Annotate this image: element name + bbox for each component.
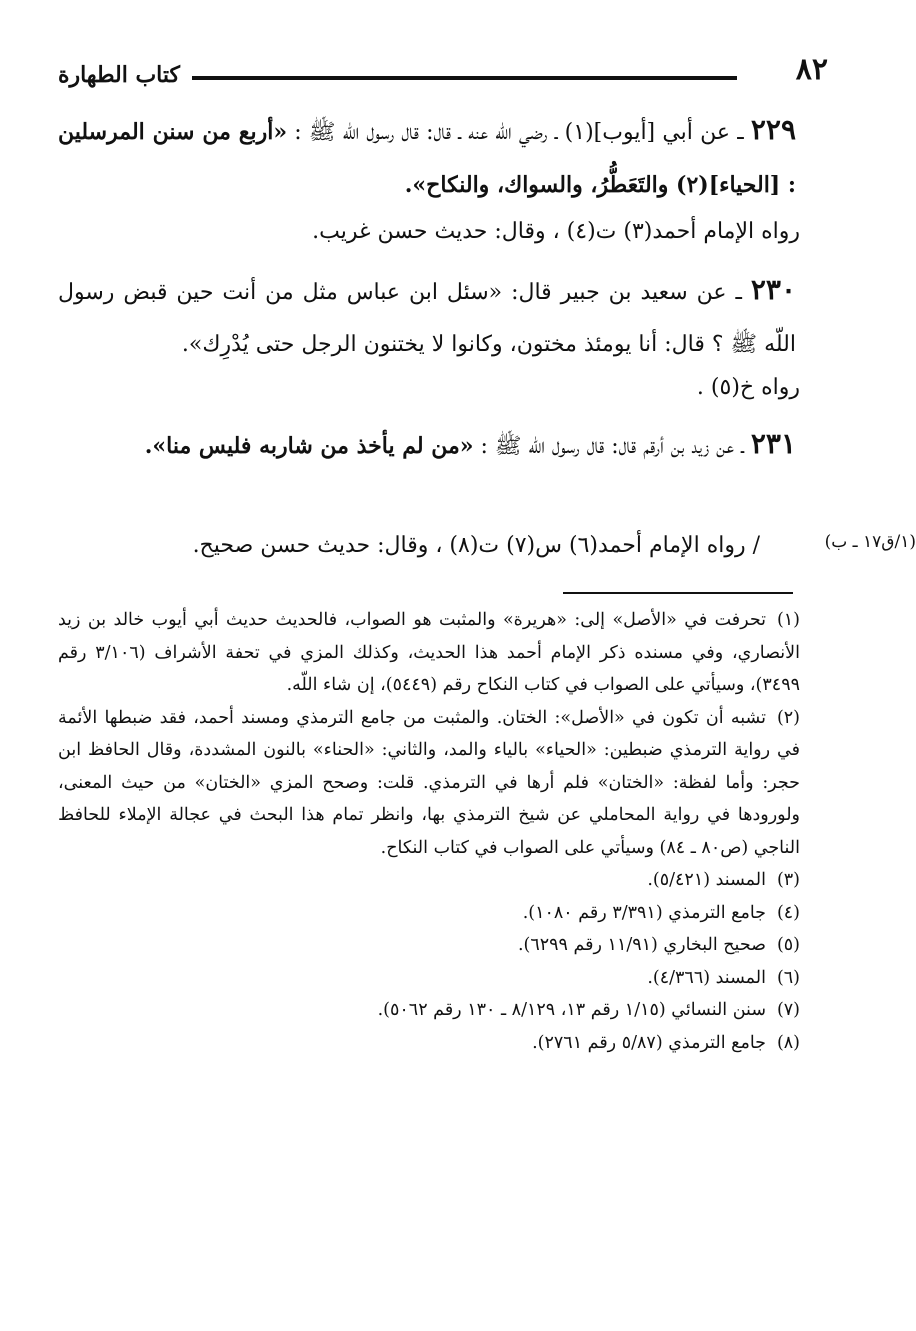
footnote-text: صحيح البخاري (١١/٩١ رقم ٦٢٩٩). — [517, 935, 766, 955]
hadith-intro: ـ عن أبي [أيوب](١) ـ رضي اللّه عنه ـ قال: قال رسول اللّه ﷺ : — [287, 120, 751, 145]
footnote-number: (٢) — [776, 707, 800, 728]
footnote-5 — [58, 929, 800, 962]
hadith-text: «أربع من سنن المرسلين : [الحياء](٢) والتَعَطُّرُ، والسواك، والنكاح». — [58, 119, 796, 198]
footnote-separator — [563, 592, 793, 594]
hadith-229 — [58, 104, 796, 212]
footnote-6 — [58, 962, 800, 995]
hadith-230 — [58, 264, 796, 371]
hadith-231-source: / رواه الإمام أحمد(٦) س(٧) ت(٨) ، وقال: حديث حسن صحيح. — [192, 533, 760, 558]
footnote-text: جامع الترمذي (٣/٣٩١ رقم ١٠٨٠). — [522, 902, 766, 923]
footnote-number: (٤) — [776, 902, 800, 923]
hadith-intro: ـ عن سعيد بن جبير قال: «سئل ابن عباس مثل من أنت حين قبض رسول اللّه ﷺ ؟ قال: أنا يومئذ مختون، وكانوا لا يختنون الرجل حتى يُدْرِك». — [58, 280, 796, 357]
footnotes — [58, 604, 800, 1059]
hadith-230-source: رواه خ(٥) . — [696, 375, 800, 400]
header-rule — [192, 76, 737, 80]
footnote-text: جامع الترمذي (٥/٨٧ رقم ٢٧٦١). — [532, 1032, 766, 1053]
footnote-4 — [58, 897, 800, 930]
footnote-text: تشبه أن تكون في «الأصل»: الختان. والمثبت من جامع الترمذي ومسند أحمد، فقد ضبطها الأئمة في رواية الترمذي ضبطين: «الحياء» بالياء والمد، والثاني: «الحناء» بالنون المشددة، وقال الحافظ ابن حجر: وأما لفظة: «الختان» فلم أرها في الترمذي. قلت: وصحح المزي «الختان» من حيث المعنى، ولورودها في رواية المحاملي عن شيخ الترمذي بها، وانظر تمام هذا البحث في عجالة الإملاء للحافظ الناجي (ص٨٠ ـ ٨٤) وسيأتي على الصواب في كتاب النكاح. — [58, 707, 800, 858]
hadith-number: ٢٢٩ — [750, 113, 796, 146]
footnote-text: سنن النسائي (١/١٥ رقم ١٣، ٨/١٢٩ ـ ١٣٠ رقم ٥٠٦٢). — [377, 1000, 766, 1020]
hadith-number: ٢٣١ — [750, 427, 796, 460]
footnote-1 — [58, 604, 800, 702]
book-title: كتاب الطهارة — [57, 62, 180, 88]
footnote-7 — [58, 994, 800, 1027]
footnote-text: تحرفت في «الأصل» إلى: «هريرة» والمثبت هو الصواب، فالحديث حديث أبي أيوب خالد بن زيد الأنصاري، وفي مسنده ذكر الإمام أحمد هذا الحديث، وكذلك المزي في تحفة الأشراف (٣/١٠٦ رقم ٣٤٩٩)، وسيأتي على الصواب في كتاب النكاح رقم (٥٤٤٩)، إن شاء اللّه. — [58, 610, 800, 695]
margin-note: (١/ق١٧ ـ ب) — [824, 532, 916, 552]
page-number: ٨٢ — [795, 52, 828, 87]
footnote-3 — [58, 864, 800, 897]
hadith-text: «من لم يأخذ من شاربه فليس منا». — [144, 433, 474, 459]
footnote-number: (٣) — [776, 870, 800, 890]
footnote-8 — [58, 1027, 800, 1060]
footnote-text: المسند (٥/٤٢١). — [647, 870, 766, 890]
footnote-text: المسند (٤/٣٦٦). — [647, 967, 766, 988]
hadith-intro: ـ عن زيد بن أرقم قال: قال رسول اللّه ﷺ : — [473, 434, 751, 459]
footnote-2 — [58, 702, 800, 865]
hadith-number: ٢٣٠ — [750, 273, 796, 306]
footnote-number: (٧) — [776, 1000, 800, 1020]
footnote-number: (٥) — [776, 935, 800, 955]
footnote-number: (١) — [776, 610, 800, 630]
footnote-number: (٦) — [776, 967, 800, 988]
footnote-number: (٨) — [776, 1032, 800, 1053]
hadith-231 — [58, 418, 796, 473]
hadith-229-source: رواه الإمام أحمد(٣) ت(٤) ، وقال: حديث حسن غريب. — [312, 219, 800, 244]
